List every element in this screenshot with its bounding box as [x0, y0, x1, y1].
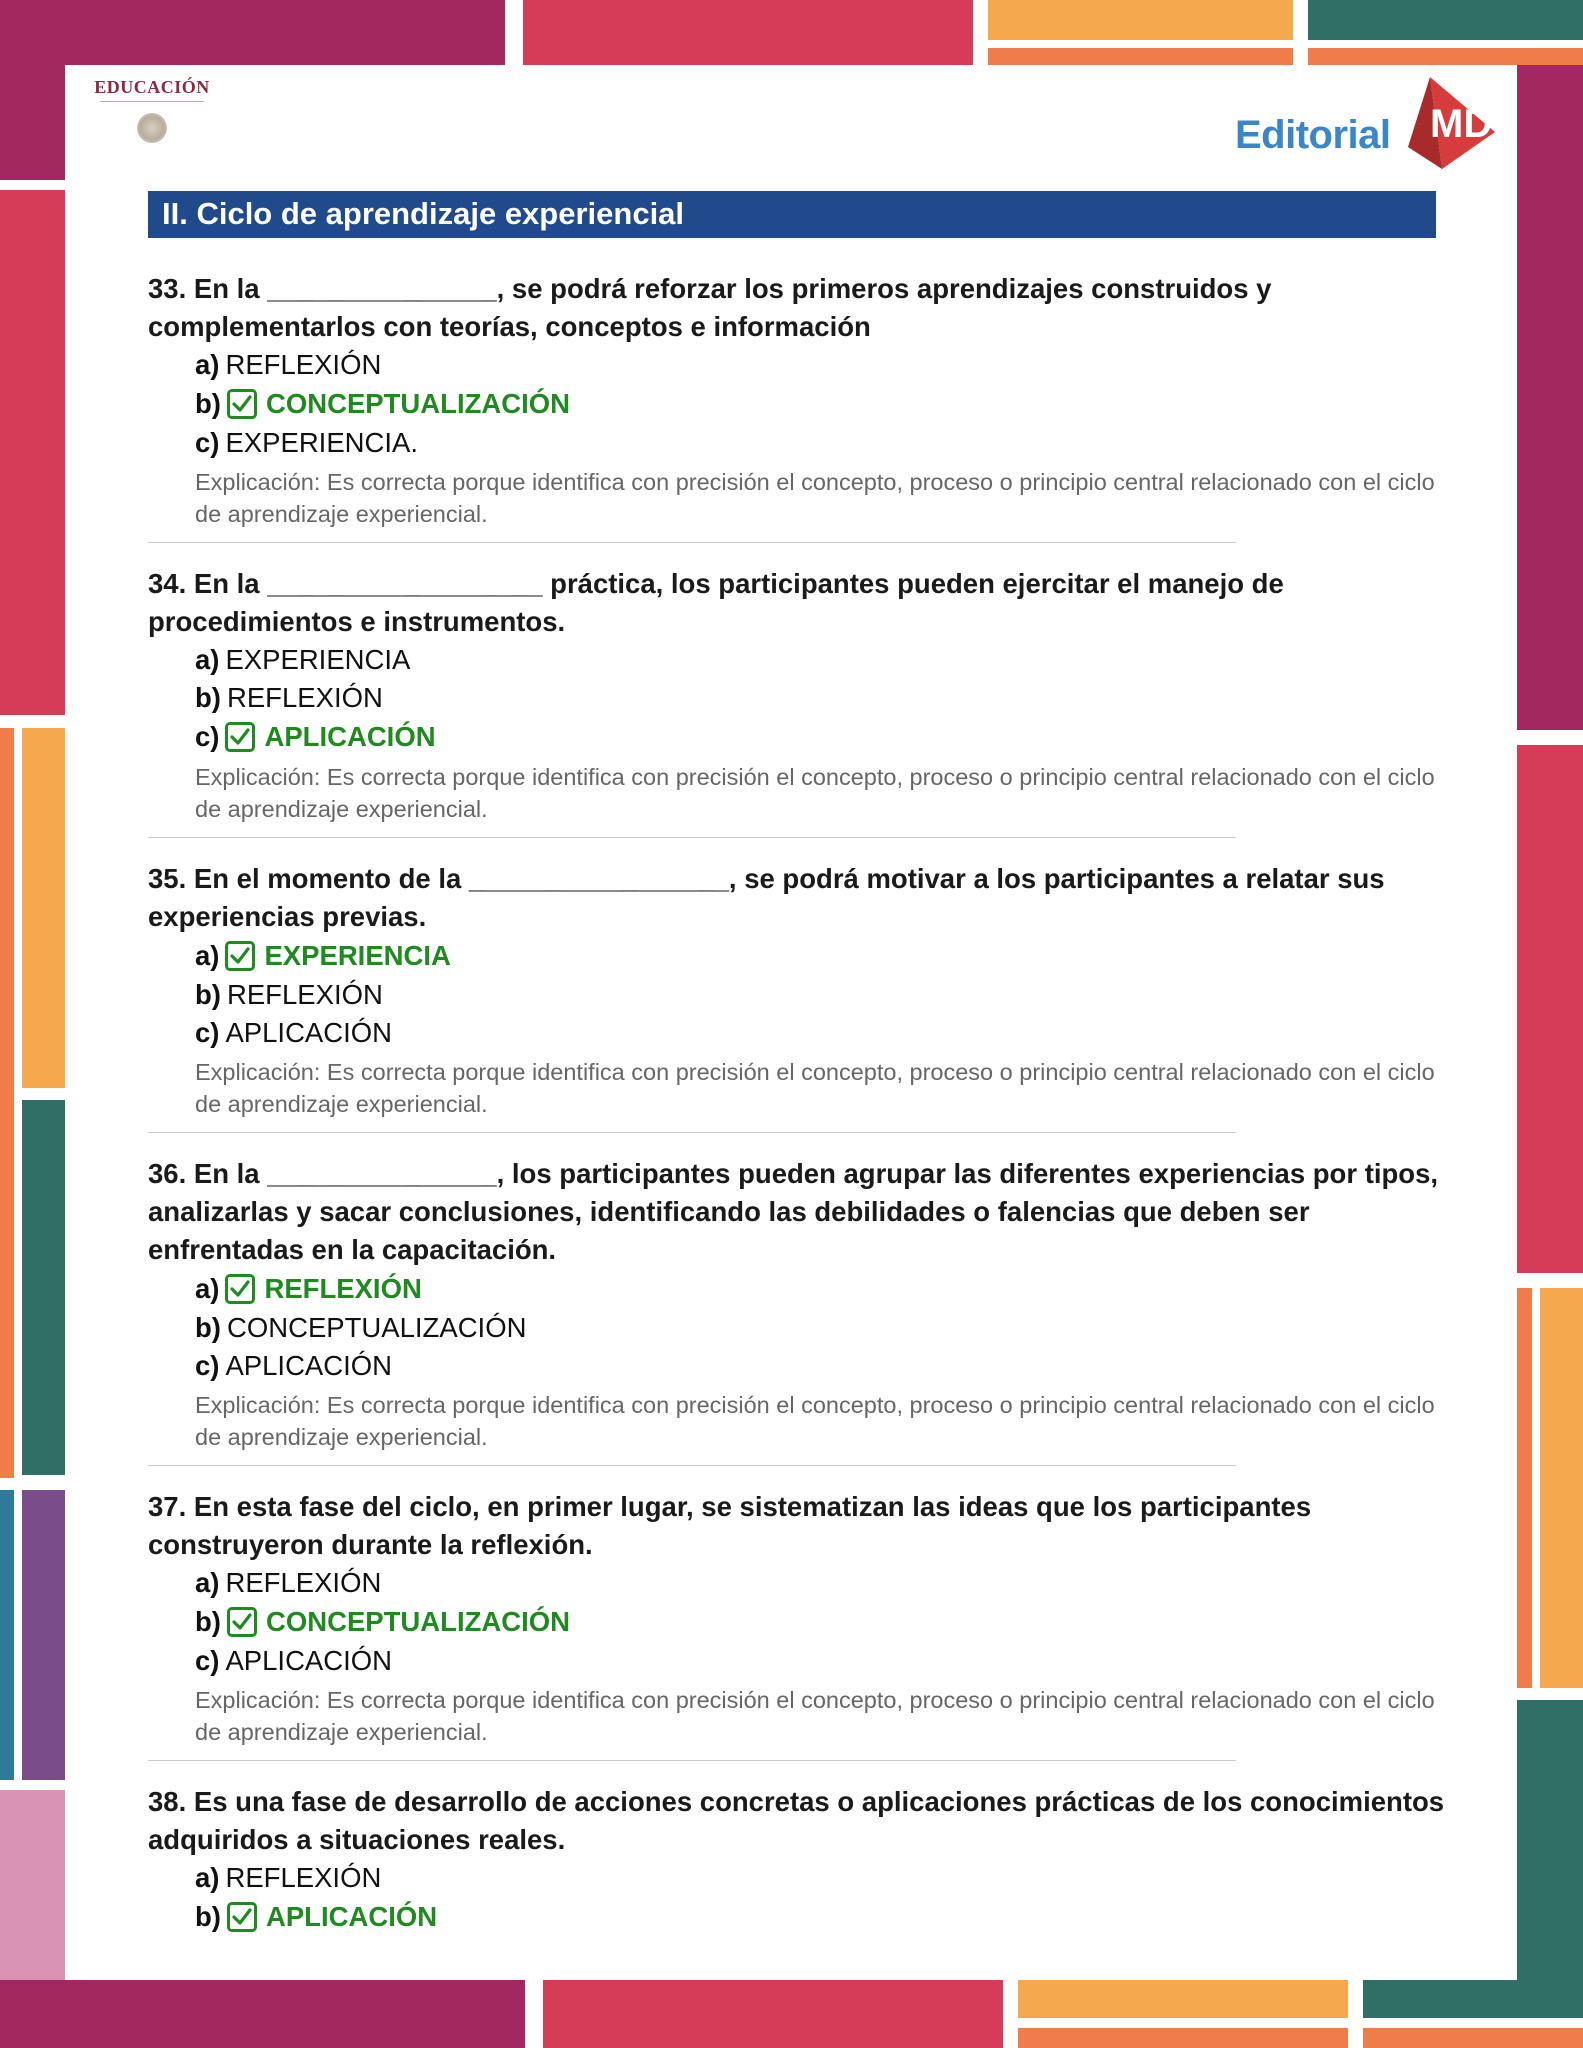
option-letter: a) [195, 1273, 220, 1304]
option-text: APLICACIÓN [225, 1350, 393, 1381]
option-letter: c) [195, 721, 220, 752]
checkbox-checked-icon [227, 389, 257, 419]
answer-options [148, 346, 1448, 462]
explanation-text: Explicación: Es correcta porque identifica con precisión el concepto, proceso o principio central relacionado con el ciclo de aprendizaje experiencial. [195, 1392, 1435, 1450]
question-list [148, 270, 1448, 1937]
answer-option-correct [195, 936, 1448, 976]
answer-option [195, 346, 1448, 384]
option-letter: b) [195, 388, 221, 419]
option-letter: b) [195, 1312, 221, 1343]
explanation-text: Explicación: Es correcta porque identifica con precisión el concepto, proceso o principio central relacionado con el ciclo de aprendizaje experiencial. [195, 1687, 1435, 1745]
divider [148, 1132, 1236, 1133]
option-text: REFLEXIÓN [225, 1567, 382, 1598]
answer-option [195, 1347, 1448, 1385]
answer-options [148, 936, 1448, 1052]
question-block [148, 270, 1448, 543]
option-text: APLICACIÓN [264, 721, 436, 752]
divider [148, 1760, 1236, 1761]
option-letter: a) [195, 940, 220, 971]
option-text: REFLEXIÓN [225, 349, 382, 380]
divider [148, 542, 1236, 543]
answer-option-correct [195, 384, 1448, 424]
answer-option [195, 679, 1448, 717]
option-letter: b) [195, 1606, 221, 1637]
section-title: II. Ciclo de aprendizaje experiencial [148, 191, 1436, 238]
option-text: REFLEXIÓN [225, 1862, 382, 1893]
answer-options [148, 1564, 1448, 1680]
option-letter: c) [195, 1645, 220, 1676]
answer-option-correct [195, 1269, 1448, 1309]
option-text: APLICACIÓN [225, 1017, 393, 1048]
answer-option [195, 1642, 1448, 1680]
option-letter: a) [195, 644, 220, 675]
option-text: APLICACIÓN [225, 1645, 393, 1676]
answer-option [195, 1014, 1448, 1052]
checkbox-checked-icon [225, 1274, 255, 1304]
answer-option [195, 1859, 1448, 1897]
answer-option [195, 424, 1448, 462]
option-text: CONCEPTUALIZACIÓN [226, 1312, 527, 1343]
educacion-logo-text: EDUCACIÓN [94, 77, 210, 97]
option-letter: a) [195, 349, 220, 380]
question-block [148, 565, 1448, 838]
option-letter: c) [195, 1350, 220, 1381]
explanation-text: Explicación: Es correcta porque identifica con precisión el concepto, proceso o principio central relacionado con el ciclo de aprendizaje experiencial. [195, 764, 1435, 822]
option-letter: b) [195, 682, 221, 713]
option-letter: c) [195, 1017, 220, 1048]
option-text: CONCEPTUALIZACIÓN [265, 1606, 570, 1637]
option-letter: b) [195, 1901, 221, 1932]
explanation-text: Explicación: Es correcta porque identifica con precisión el concepto, proceso o principio central relacionado con el ciclo de aprendizaje experiencial. [195, 469, 1435, 527]
checkbox-checked-icon [225, 941, 255, 971]
question-prompt: 37. En esta fase del ciclo, en primer lugar, se sistematizan las ideas que los participantes construyeron durante la reflexión. [148, 1491, 1312, 1560]
question-prompt: 36. En la _______________, los participantes pueden agrupar las diferentes experiencias por tipos, analizarlas y sacar conclusiones, identificando las debilidades o falencias que deben ser enfrentadas en la capacitación. [148, 1158, 1439, 1265]
option-letter: a) [195, 1567, 220, 1598]
editorial-md-logo [1235, 77, 1495, 177]
document-page [65, 65, 1517, 1980]
answer-option [195, 976, 1448, 1014]
answer-option-correct [195, 1897, 1448, 1937]
editorial-logo-text: Editorial [1235, 113, 1391, 157]
option-letter: c) [195, 427, 220, 458]
answer-options [148, 1859, 1448, 1937]
seal-icon [137, 113, 167, 143]
answer-option-correct [195, 717, 1448, 757]
question-block [148, 1488, 1448, 1761]
question-block [148, 860, 1448, 1133]
question-block [148, 1783, 1448, 1937]
educacion-logo [92, 77, 212, 143]
option-text: REFLEXIÓN [226, 682, 383, 713]
explanation-text: Explicación: Es correcta porque identifica con precisión el concepto, proceso o principio central relacionado con el ciclo de aprendizaje experiencial. [195, 1059, 1435, 1117]
answer-options [148, 641, 1448, 757]
svg-text:MD: MD [1430, 102, 1493, 146]
option-text: EXPERIENCIA [264, 940, 451, 971]
answer-option [195, 1309, 1448, 1347]
md-logo-icon [1400, 77, 1495, 177]
option-text: EXPERIENCIA [225, 644, 411, 675]
question-block [148, 1155, 1448, 1466]
checkbox-checked-icon [227, 1607, 257, 1637]
option-letter: a) [195, 1862, 220, 1893]
question-prompt: 34. En la __________________ práctica, los participantes pueden ejercitar el manejo de procedimientos e instrumentos. [148, 568, 1284, 637]
option-text: EXPERIENCIA. [225, 427, 419, 458]
logo-subline [100, 101, 204, 105]
divider [148, 1465, 1236, 1466]
checkbox-checked-icon [225, 722, 255, 752]
option-text: CONCEPTUALIZACIÓN [265, 388, 570, 419]
answer-option [195, 1564, 1448, 1602]
option-letter: b) [195, 979, 221, 1010]
option-text: REFLEXIÓN [226, 979, 383, 1010]
answer-options [148, 1269, 1448, 1385]
option-text: REFLEXIÓN [264, 1273, 422, 1304]
option-text: APLICACIÓN [265, 1901, 438, 1932]
question-prompt: 33. En la _______________, se podrá reforzar los primeros aprendizajes construidos y complementarlos con teorías, conceptos e información [148, 273, 1272, 342]
answer-option [195, 641, 1448, 679]
question-prompt: 38. Es una fase de desarrollo de acciones concretas o aplicaciones prácticas de los conocimientos adquiridos a situaciones reales. [148, 1786, 1445, 1855]
answer-option-correct [195, 1602, 1448, 1642]
checkbox-checked-icon [227, 1902, 257, 1932]
divider [148, 837, 1236, 838]
question-prompt: 35. En el momento de la _________________, se podrá motivar a los participantes a relatar sus experiencias previas. [148, 863, 1385, 932]
